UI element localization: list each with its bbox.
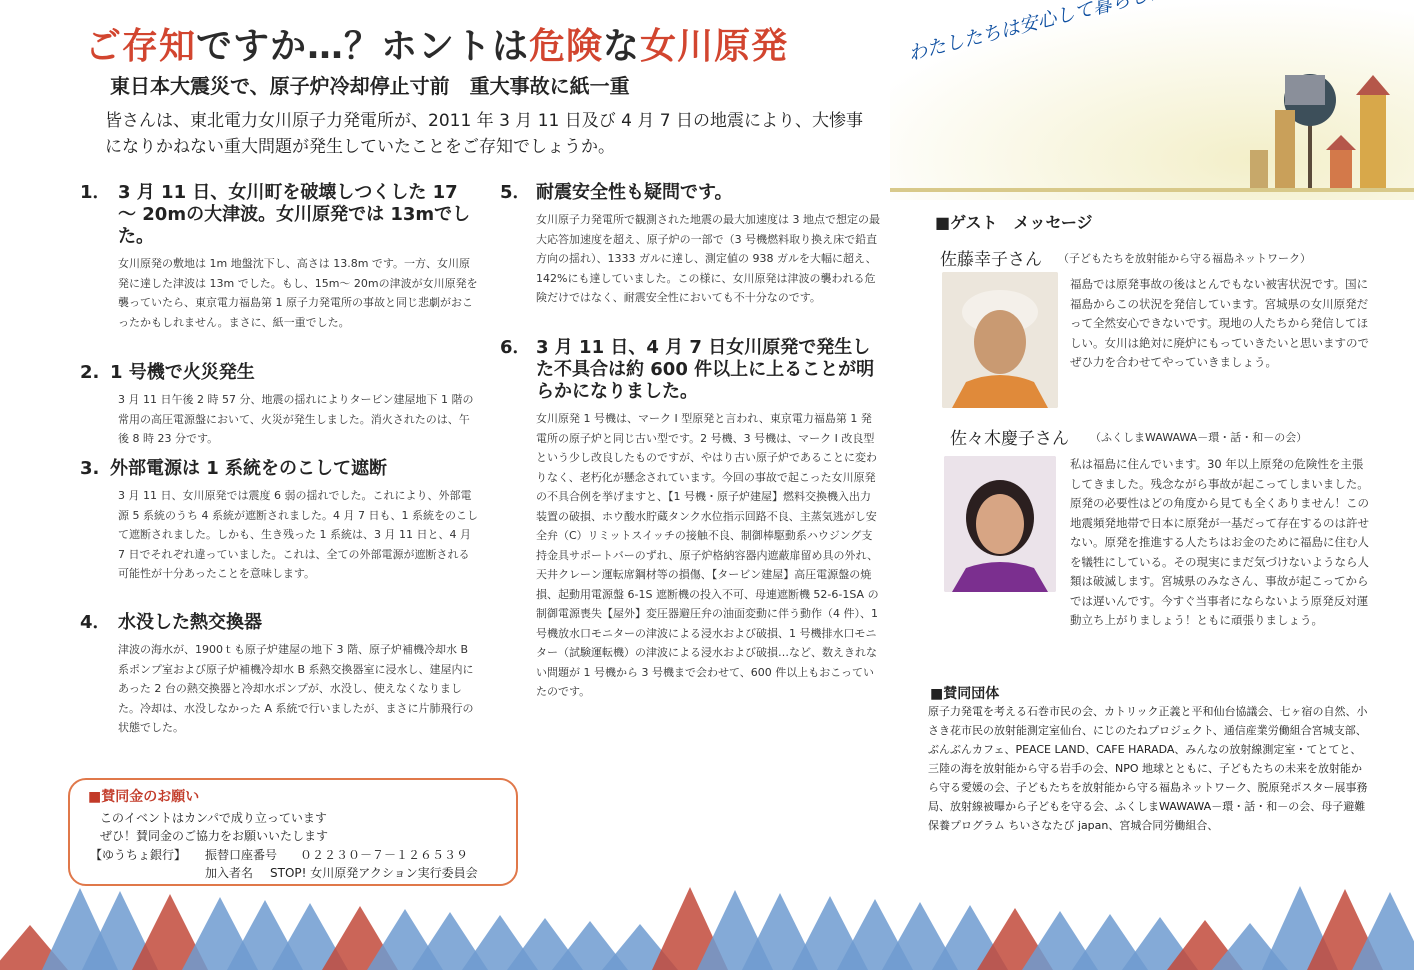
section-number: 3. bbox=[80, 458, 100, 479]
section-6 bbox=[500, 337, 880, 702]
section-3 bbox=[80, 458, 480, 584]
fund-holder: STOP! 女川原発アクション実行委員会 bbox=[270, 866, 478, 880]
section-heading bbox=[500, 182, 880, 204]
guest-name: 佐々木慶子さん bbox=[950, 429, 1069, 449]
guest-message: 私は福島に住んでいます。30 年以上原発の危険性を主張してきました。残念ながら事故が起こってしまいました。原発の必要性はどの角度から見ても全くありません！この地震頻発地帯で日本に原発が一基だって存在するのは許せない。原発を推進する人たちはお金のために福島に住む人を犠牲にしている。その現実にまだ気づけないようなら人類は破滅します。宮城県のみなさん、事故が起こってからでは遅いんです。今すぐ当事者にならないよう原発反対運動立ち上がりましょう！ともに頑張りましょう。 bbox=[1070, 457, 1369, 627]
title-part: な bbox=[603, 26, 641, 67]
guest-name: 佐藤幸子さん bbox=[940, 250, 1042, 270]
portrait-icon bbox=[942, 272, 1058, 408]
guest-message: 福島では原発事故の後はとんでもない被害状況です。国に福島からこの状況を発信しています。宮城県の女川原発だって全然安心できないです。現地の人たちから発信してほしい。女川は絶対に廃炉にもっていきたいと思いますのでぜひ力を合わせてやっていきましょう。 bbox=[1070, 277, 1369, 369]
section-heading bbox=[80, 362, 480, 384]
section-body: 3 月 11 日、女川原発では震度 6 弱の揺れでした。これにより、外部電源 5 系統のうち 4 系統が遮断されました。4 月 7 日も、1 系統をのこして遮断されました。しかも、生き残った 1 系統は、3 月 11 日と、4 月 7 日でそれぞれ違っていました。これは、全ての外部電源が遮断される可能性が十分あったことを意味します。 bbox=[118, 489, 478, 580]
section-number: 5． bbox=[500, 182, 531, 203]
section-1 bbox=[80, 182, 480, 332]
section-title: 1 号機で火災発生 bbox=[110, 362, 255, 383]
section-number: 6． bbox=[500, 337, 531, 358]
section-2 bbox=[80, 362, 480, 449]
section-body: 女川原子力発電所で観測された地震の最大加速度は 3 地点で想定の最大応答加速度を超え、原子炉の一部で（3 号機燃料取り換え床で鉛直方向の揺れ）、1333 ガルに達し、測定値の 938 ガルを大幅に超え、142%にも達していました。この様に、女川原発は津波の襲われる危険だけではなく、耐震安全性においても不十分なのです。 bbox=[536, 213, 880, 304]
section-heading bbox=[80, 182, 480, 248]
fund-account-label: 振替口座番号 bbox=[205, 848, 278, 862]
fund-account-number: ０２２３０－７－１２６５３９ bbox=[300, 848, 469, 862]
fund-line: ぜひ！賛同金のご協力をお願いいたします bbox=[100, 829, 329, 843]
section-title: 耐震安全性も疑問です。 bbox=[536, 182, 733, 203]
section-number: 4． bbox=[80, 612, 111, 633]
main-title bbox=[85, 18, 788, 69]
fund-title: ■賛同金のお願い bbox=[88, 789, 200, 805]
section-4 bbox=[80, 612, 480, 738]
title-part: ご存知 bbox=[85, 26, 197, 67]
guest-section-title: ■ゲスト メッセージ bbox=[935, 213, 1093, 232]
title-part: ですか…？ホントは bbox=[196, 26, 530, 67]
guest-org: （ふくしまWAWAWA－環・話・和－の会） bbox=[1090, 431, 1308, 444]
fund-holder-label: 加入者名 bbox=[205, 866, 254, 880]
fund-bank: 【ゆうちょ銀行】 bbox=[90, 848, 187, 862]
title-part: 危険 bbox=[529, 26, 604, 67]
guest-photo bbox=[942, 272, 1058, 408]
mountain-border bbox=[0, 860, 1414, 970]
supporters-list: 原子力発電を考える石巻市民の会、カトリック正義と平和仙台協議会、七ヶ宿の自然、小さき花市民の放射能測定室仙台、にじのたねプロジェクト、通信産業労働組合宮城支部、ぶんぶんカフェ、PEACE LAND、CAFE HARADA、みんなの放射線測定室・てとてと、三陸の海を放射能から守る岩手の会、NPO 地球とともに、子どもたちの未来を放射能から守る愛媛の会、子どもたちを放射能から守る福島ネットワーク、脱原発ポスター展事務局、放射線被曝から子どもを守る会、ふくしまWAWAWA－環・話・和－の会、母子避難保養プログラム ちいさなたび japan、宮城合同労働組合、 bbox=[928, 705, 1368, 832]
section-title: 3 月 11 日、4 月 7 日女川原発で発生した不具合は約 600 件以上に上ることが明らかになりました。 bbox=[536, 337, 875, 402]
section-title: 水没した熱交換器 bbox=[118, 612, 262, 633]
guest-photo bbox=[944, 456, 1056, 592]
tower-house bbox=[1275, 110, 1295, 190]
title-part: 女川原発 bbox=[640, 26, 789, 67]
section-number: 1． bbox=[80, 182, 111, 203]
section-heading bbox=[500, 337, 880, 403]
section-body: 3 月 11 日午後 2 時 57 分、地震の揺れによりタービン建屋地下 1 階の常用の高圧電源盤において、火災が発生しました。消火されたのは、午後 8 時 23 分です。 bbox=[118, 393, 474, 445]
supporters-title: ■賛同団体 bbox=[930, 686, 1000, 702]
small-house bbox=[1330, 150, 1352, 190]
section-heading bbox=[80, 458, 480, 480]
section-number: 2. bbox=[80, 362, 100, 383]
section-body: 津波の海水が、1900ｔも原子炉建屋の地下 3 階、原子炉補機冷却水 B 系ポンプ室および原子炉補機冷却水 B 系熱交換器室に浸水し、建屋内にあった 2 台の熱交換器と冷却水ポンプが、水没し、使えなくなりました。冷却は、水没しなかった A 系統で行いましたが、まさに片肺飛行の状態でした。 bbox=[118, 643, 474, 734]
tall-house bbox=[1360, 95, 1386, 190]
portrait-icon bbox=[944, 456, 1056, 592]
ground-line bbox=[890, 188, 1414, 192]
section-heading bbox=[80, 612, 480, 634]
section-body: 女川原発 1 号機は、マーク I 型原発と言われ、東京電力福島第 1 発電所の原子炉と同じ古い型です。2 号機、3 号機は、マーク I 改良型という少し改良したものですが、やはり古い原子炉であることに変わりなく、老朽化が懸念されています。今回の事故で起こった女川原発の不具合例を挙げますと、【1 号機・原子炉建屋】燃料交換機入出力装置の破損、ホウ酸水貯蔵タンク水位指示回路不良、主蒸気逃がし安全弁（C）リミットスイッチの接触不良、制御棒駆動系ハウジング支持金具サポートバーのずれ、原子炉格納容器内遮蔽扉留め具の外れ、天井クレーン運転席鋼材等の損傷、【タービン建屋】高圧電源盤の焼損、起動用電源盤 6-1S 遮断機の投入不可、母連遮断機 52-6-1SA の制御電源喪失【屋外】変圧器避圧弁の油面変動に伴う動作（4 件）、1 号機放水口モニターの津波による浸水および破損、1 号機排水口モニター（試験運転機）の津波による浸水および破損…など、数えきれない問題が 1 号機から 3 号機まで会わせて、600 件以上もおこっていたのです。 bbox=[536, 412, 879, 698]
small-house bbox=[1250, 150, 1268, 190]
billboard bbox=[1285, 75, 1325, 105]
section-5 bbox=[500, 182, 880, 308]
section-title: 外部電源は 1 系統をのこして遮断 bbox=[110, 458, 388, 479]
section-title: 3 月 11 日、女川町を破壊しつくした 17 ～ 20mの大津波。女川原発では 13mでした。 bbox=[118, 182, 471, 247]
intro-text: 皆さんは、東北電力女川原子力発電所が、2011 年 3 月 11 日及び 4 月 7 日の地震により、大惨事になりかねない重大問題が発生していたことをご存知でしょうか。 bbox=[105, 111, 863, 157]
section-body: 女川原発の敷地は 1m 地盤沈下し、高さは 13.8m です。一方、女川原発に達した津波は 13m でした。もし、15m～ 20mの津波が女川原発を襲っていたら、東京電力福島第 1 原子力発電所の事故と同じ悲劇がおこったかもしれません。まさに、紙一重でした。 bbox=[118, 257, 478, 329]
guest-org: （子どもたちを放射能から守る福島ネットワーク） bbox=[1058, 252, 1311, 265]
fund-line: このイベントはカンパで成り立っています bbox=[100, 811, 327, 825]
subtitle: 東日本大震災で、原子炉冷却停止寸前 重大事故に紙一重 bbox=[110, 74, 630, 98]
